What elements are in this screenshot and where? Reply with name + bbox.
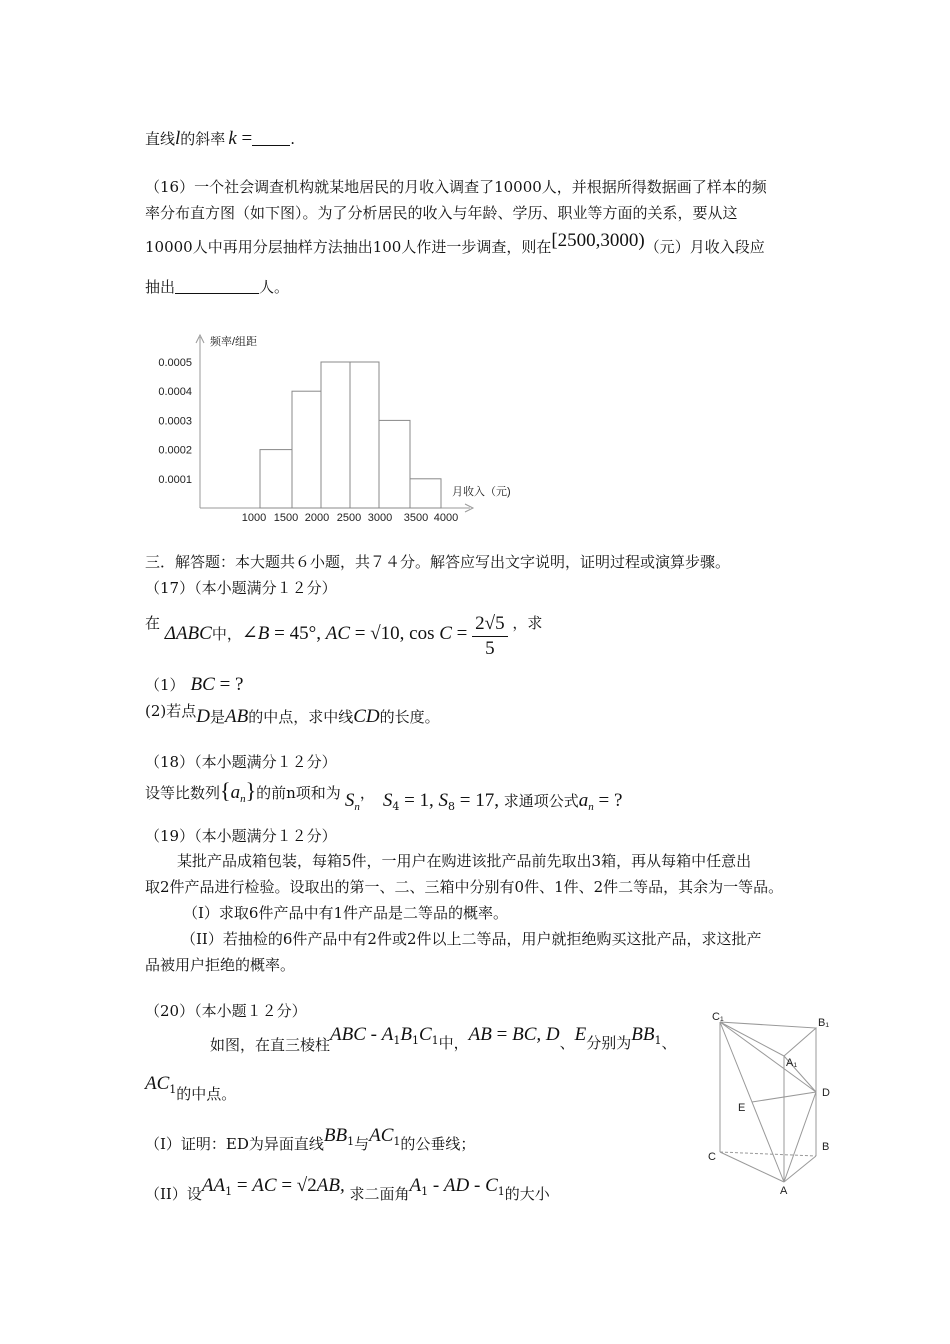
y-tick-label: 0.0003 bbox=[158, 415, 192, 428]
histogram-bar bbox=[260, 450, 292, 508]
label-c1: C₁ bbox=[712, 1011, 724, 1023]
edge-ca bbox=[720, 1152, 784, 1182]
y-tick-label: 0.0001 bbox=[158, 473, 192, 486]
q16-line2: 率分布直方图（如下图）。为了分析居民的收入与年龄、学历、职业等方面的关系，要从这 bbox=[145, 204, 738, 222]
q20-stem1: 如图，在直三棱柱ABC - $A_1B_1C_1$中，AB = BC, D、E分别为$BB_1$、 bbox=[210, 1024, 677, 1054]
edge-cb bbox=[720, 1152, 816, 1156]
q19-header: （19）（本小题满分１２分） bbox=[145, 827, 337, 845]
y-tick-label: 0.0004 bbox=[158, 386, 192, 399]
x-tick-label: 2000 bbox=[304, 512, 330, 524]
x-tick-label: 1000 bbox=[241, 512, 267, 524]
histogram-bar bbox=[350, 362, 379, 508]
top-face bbox=[720, 1022, 816, 1056]
x-tick-label: 4000 bbox=[433, 512, 459, 524]
histogram-bar bbox=[410, 479, 441, 508]
q16-line3: 10000人中再用分层抽样方法抽出100人作进一步调查，则在[2500,3000)（元）月收入段应 bbox=[145, 230, 765, 256]
q20-header: （20）（本小题１２分） bbox=[145, 1002, 307, 1020]
label-a: A bbox=[780, 1185, 788, 1197]
histogram-bar bbox=[379, 420, 410, 508]
x-tick-label: 2500 bbox=[336, 512, 362, 524]
frequency-histogram bbox=[140, 325, 520, 530]
q15-line: 直线l的斜率 k = . bbox=[145, 128, 295, 149]
q17-part1: （1） BC = ? bbox=[145, 674, 244, 695]
label-b: B bbox=[822, 1141, 830, 1153]
label-d: D bbox=[822, 1087, 830, 1099]
q19-line4: （II）若抽检的6件产品中有2件或2件以上二等品，用户就拒绝购买这批产品，求这批产 bbox=[181, 930, 762, 948]
histogram-bar bbox=[292, 391, 321, 508]
histogram-bar bbox=[321, 362, 350, 508]
label-a1: A₁ bbox=[786, 1057, 798, 1069]
q17-stem: 在 ΔABC中，∠B = 45°, AC = √10, cos C = $\frac{2√5}{5}$ ，求 bbox=[145, 613, 543, 659]
x-tick-label: 3000 bbox=[367, 512, 393, 524]
q20-part2: （II）设$AA_1$ = AC = √2AB, 求二面角$A_1$ - AD - $C_1$的大小 bbox=[145, 1175, 550, 1203]
q17-header: （17）（本小题满分１２分） bbox=[145, 579, 337, 597]
q19-body bbox=[145, 848, 815, 978]
q20-part1: （I）证明：ED为异面直线$BB_1$与$AC_1$的公垂线； bbox=[145, 1125, 476, 1153]
q18-header: （18）（本小题满分１２分） bbox=[145, 753, 337, 771]
label-c: C bbox=[708, 1151, 716, 1163]
q18-stem: 设等比数列$\{a_n\}$的前n项和为 $S_n$， $S_4 = 1$, $S_8 = 17$, 求通项公式$a_n$ = ? bbox=[145, 778, 623, 813]
y-tick-label: 0.0005 bbox=[158, 357, 192, 369]
x-tick-label: 1500 bbox=[273, 512, 299, 524]
q19-line2: 取2件产品进行检验。设取出的第一、二、三箱中分别有0件、1件、2件二等品，其余为一等品。 bbox=[145, 878, 784, 896]
q16-line1: （16）一个社会调查机构就某地居民的月收入调查了10000人，并根据所得数据画了样本的频 bbox=[145, 178, 767, 196]
x-tick-label: 3500 bbox=[403, 512, 429, 524]
y-axis-title: 频率/组距 bbox=[210, 336, 258, 348]
q19-line3: （I）求取6件产品中有1件产品是二等品的概率。 bbox=[183, 904, 509, 922]
prism-figure bbox=[700, 1010, 840, 1200]
label-e: E bbox=[738, 1102, 746, 1114]
q20-stem2: $AC_1$的中点。 bbox=[145, 1073, 237, 1103]
q19-line1: 某批产品成箱包装，每箱5件，一用户在购进该批产品前先取出3箱，再从每箱中任意出 bbox=[177, 852, 752, 870]
x-axis-title: 月收入（元) bbox=[452, 486, 511, 498]
q19-line5: 品被用户拒绝的概率。 bbox=[145, 956, 296, 974]
q16-line4: 抽出 人。 bbox=[145, 278, 290, 296]
y-tick-label: 0.0002 bbox=[158, 444, 192, 457]
label-b1: B₁ bbox=[818, 1017, 830, 1029]
section3-heading: 三．解答题：本大题共６小题，共７４分。解答应写出文字说明，证明过程或演算步骤。 bbox=[145, 553, 731, 571]
q17-part2: (2)若点D是AB的中点，求中线CD的长度。 bbox=[145, 702, 440, 727]
